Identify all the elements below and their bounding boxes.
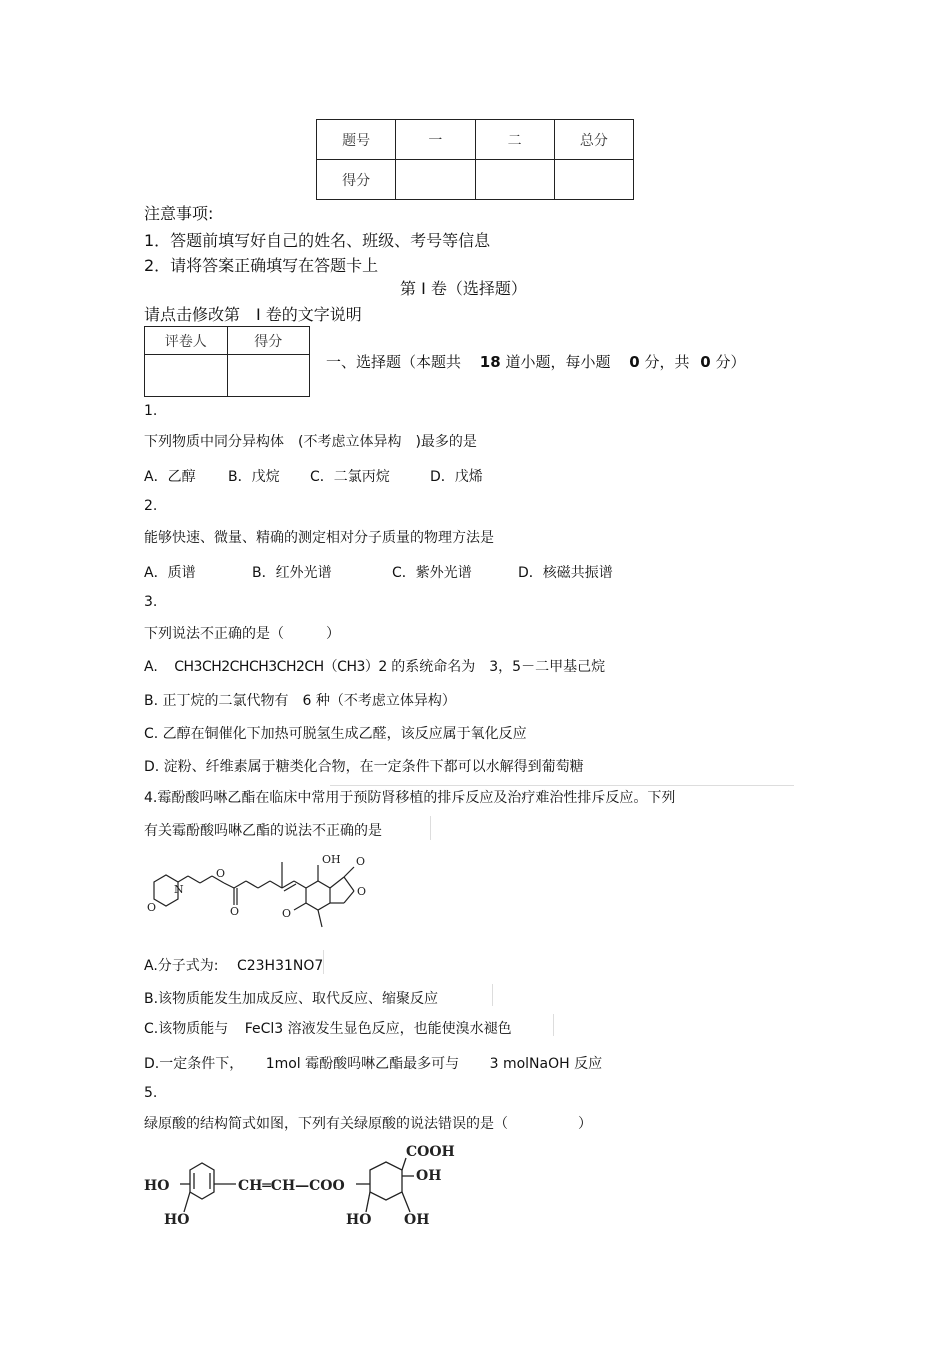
grader-cell[interactable]	[145, 355, 228, 397]
q5-structure-ho-ring: HO	[346, 1212, 372, 1228]
score-cell-total[interactable]	[554, 160, 633, 200]
score-row-label: 得分	[317, 160, 396, 200]
q2-option-b[interactable]: B．红外光谱	[252, 565, 332, 581]
score-header-total: 总分	[554, 120, 633, 160]
q3-option-c[interactable]: C. 乙醇在铜催化下加热可脱氢生成乙醛，该反应属于氧化反应	[144, 726, 527, 742]
q4-option-d-text2: 霉酚酸吗啉乙酯最多可与	[305, 1056, 460, 1072]
q4-option-b[interactable]: B.该物质能发生加成反应、取代反应、缩聚反应	[144, 991, 439, 1007]
q4-structure-o-ester: O	[216, 867, 226, 880]
volume-note: 请点击修改第 I 卷的文字说明	[144, 305, 362, 324]
q4-option-d-naoh: 3 molNaOH	[489, 1056, 570, 1072]
q1-stem: 下列物质中同分异构体 (不考虑立体异构 )最多的是	[144, 434, 477, 450]
q1-option-b[interactable]: B．戊烷	[228, 469, 280, 485]
q2-option-d[interactable]: D．核磁共振谱	[518, 565, 613, 581]
section-mid2: 分，共	[644, 353, 690, 371]
q5-structure-oh-right: OH	[416, 1168, 442, 1184]
q4-structure-o-carbonyl: O	[230, 905, 240, 918]
q4-number: 4.	[144, 790, 158, 806]
q4-option-c-text2: 溶液发生显色反应，也能使溴水褪色	[287, 1021, 512, 1037]
section-total: 0	[700, 353, 711, 371]
q4-option-a[interactable]: A.分子式为: C23H31NO7	[144, 958, 324, 974]
q4-divider-h	[330, 785, 794, 786]
q1-option-d[interactable]: D．戊烯	[430, 469, 483, 485]
q5-structure-cooh: COOH	[406, 1144, 455, 1160]
score-cell-2[interactable]	[475, 160, 554, 200]
q5-structure-chain: CH═CH—COO	[238, 1178, 345, 1194]
q4-structure-o-lactone: O	[357, 885, 367, 898]
notice-item-2: 2．请将答案正确填写在答题卡上	[144, 256, 379, 275]
q4-divider-v1	[430, 816, 431, 840]
q4-option-c-text1: C.该物质能与	[144, 1021, 229, 1037]
q4-option-c[interactable]	[144, 1018, 512, 1038]
score-cell-1[interactable]	[396, 160, 475, 200]
q4-option-d[interactable]	[144, 1053, 602, 1073]
score-header-1: 一	[396, 120, 475, 160]
q3-option-a-label: A.	[144, 659, 158, 675]
q4-option-c-formula: FeCl3	[244, 1021, 284, 1037]
q4-structure-n: N	[174, 883, 184, 896]
q4-structure-oh: OH	[322, 853, 341, 866]
grader-score-cell[interactable]	[227, 355, 310, 397]
q3-option-a[interactable]	[144, 656, 605, 676]
grader-header: 评卷人	[145, 327, 228, 355]
section-count: 18	[479, 353, 501, 371]
notice-item-1: 1．答题前填写好自己的姓名、班级、考号等信息	[144, 231, 491, 250]
section-each: 0	[629, 353, 640, 371]
q4-option-d-mol: 1mol	[265, 1056, 301, 1072]
grader-score-header: 得分	[227, 327, 310, 355]
notice-title: 注意事项:	[144, 204, 214, 223]
q4-structure-o-lactone-carbonyl: O	[356, 855, 366, 868]
q1-option-a[interactable]: A．乙醇	[144, 469, 196, 485]
q4-divider-v2	[323, 950, 324, 974]
q3-option-d[interactable]: D. 淀粉、纤维素属于糖类化合物，在一定条件下都可以水解得到葡萄糖	[144, 759, 584, 775]
q4-stem-line1	[144, 787, 675, 807]
q3-number: 3.	[144, 594, 158, 610]
section-mid: 道小题，每小题	[505, 353, 611, 371]
q1-number: 1.	[144, 403, 158, 419]
q4-option-d-text1: D.一定条件下，	[144, 1056, 244, 1072]
q4-option-d-text3: 反应	[574, 1056, 603, 1072]
q5-structure-diagram	[144, 1140, 464, 1228]
q4-structure-o-ring: O	[147, 901, 157, 914]
q3-stem: 下列说法不正确的是（ ）	[144, 626, 340, 642]
score-header-2: 二	[475, 120, 554, 160]
q3-option-b[interactable]: B. 正丁烷的二氯代物有 6 种（不考虑立体异构）	[144, 693, 456, 709]
score-header-tihao: 题号	[317, 120, 396, 160]
section-header	[326, 351, 746, 372]
q4-structure-o-methoxy: O	[282, 907, 292, 920]
q5-number: 5.	[144, 1085, 158, 1101]
section-suffix: 分）	[715, 353, 746, 371]
q1-option-c[interactable]: C．二氯丙烷	[310, 469, 390, 485]
q2-number: 2.	[144, 498, 158, 514]
q2-option-c[interactable]: C．紫外光谱	[392, 565, 472, 581]
q4-stem-line2: 有关霉酚酸吗啉乙酯的说法不正确的是	[144, 823, 382, 839]
q3-option-a-text: 的系统命名为 3，5－二甲基己烷	[391, 659, 606, 675]
q4-divider-v3	[492, 984, 493, 1006]
section-prefix: 一、选择题（本题共	[326, 353, 462, 371]
q2-stem: 能够快速、微量、精确的测定相对分子质量的物理方法是	[144, 530, 494, 546]
q2-option-a[interactable]: A．质谱	[144, 565, 196, 581]
q5-structure-ho-top: HO	[144, 1178, 170, 1194]
q3-option-a-formula: CH3CH2CHCH3CH2CH（CH3）2	[174, 659, 387, 675]
grader-table	[144, 326, 310, 397]
q4-structure-diagram	[144, 847, 384, 942]
q4-divider-v4	[553, 1014, 554, 1036]
q5-stem: 绿原酸的结构简式如图，下列有关绿原酸的说法错误的是（ ）	[144, 1116, 592, 1132]
volume-title: 第 I 卷（选择题）	[400, 279, 527, 298]
score-table	[316, 119, 634, 200]
q5-structure-ho-bottom: HO	[164, 1212, 190, 1228]
q4-stem-text1: 霉酚酸吗啉乙酯在临床中常用于预防肾移植的排斥反应及治疗难治性排斥反应。下列	[157, 790, 676, 806]
q5-structure-oh-ring: OH	[404, 1212, 430, 1228]
